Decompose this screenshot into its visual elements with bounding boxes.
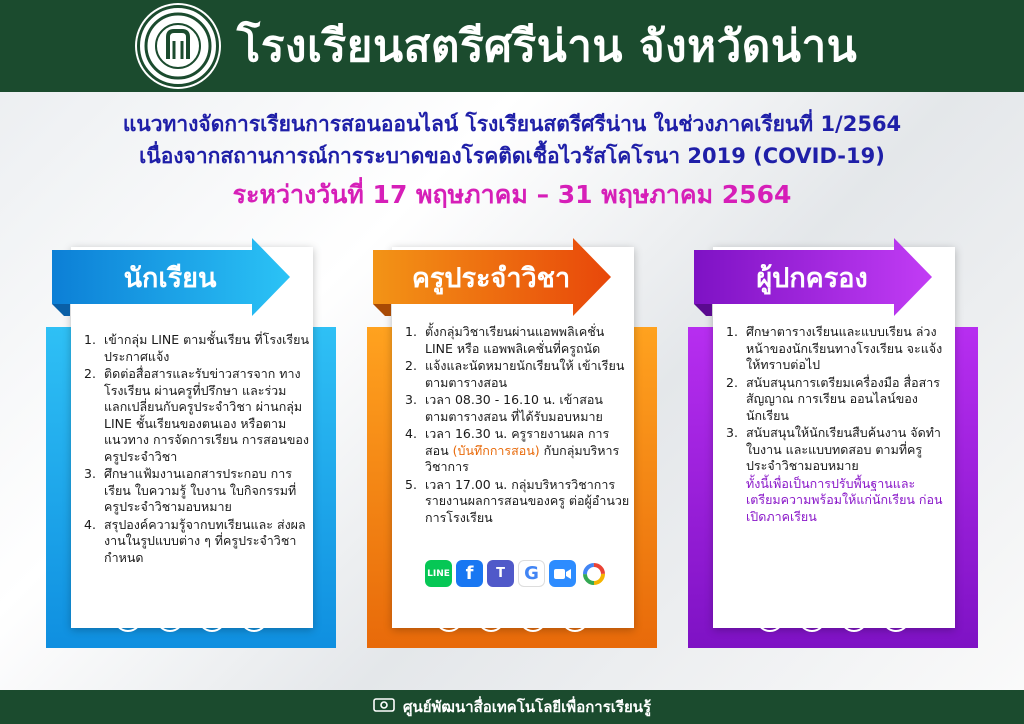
line-app-icon: LINE	[425, 560, 452, 587]
wifi-icon	[435, 604, 463, 632]
parents-heading: ผู้ปกครอง	[756, 262, 868, 294]
smartphone-icon	[156, 604, 184, 632]
list-item: 2. ติดต่อสื่อสารและรับข่าวสารจาก ทางโรงเรียน ผ่านครูที่ปรึกษา และร่วมแลกเปลี่ยนกับครูประจำวิชา ผ่านกลุ่ม LINE ชั้นเรียนของตนเอง หรือตามแนวทาง การจัดการเรียน การสอนของครูประจำวิชา	[84, 366, 309, 464]
teaching-record-highlight: (บันทึกการสอน)	[452, 442, 540, 458]
list-item: 2. สนับสนุนการเตรียมเครื่องมือ สื่อสาร สัญญาณ การเรียน ออนไลน์ของนักเรียน	[726, 374, 940, 423]
facebook-app-icon: f	[456, 560, 483, 587]
parents-icons-row	[688, 604, 978, 632]
teachers-icons-row	[367, 604, 657, 632]
list-item: 3. ศึกษาแฟ้มงานเอกสารประกอบ การเรียน ใบความรู้ ใบงาน ใบกิจกรรมที่ครูประจำวิชามอบหมาย	[84, 466, 297, 514]
media-center-icon	[373, 697, 395, 717]
pinwheel-app-icon	[580, 560, 607, 587]
students-icons-row	[46, 604, 336, 632]
teachers-card	[367, 232, 657, 648]
parents-ribbon-arrow	[694, 238, 974, 316]
google-app-icon: G	[518, 560, 545, 587]
list-item: 1. ตั้งกลุ่มวิชาเรียนผ่านแอพพลิเคชั่น LINE หรือ แอพพลิเคชั่นที่ครูถนัด	[405, 324, 605, 356]
date-range-title: ระหว่างวันที่ 17 พฤษภาคม – 31 พฤษภาคม 2564	[232, 180, 792, 209]
list-item: 4. เวลา 16.30 น. ครูรายงานผล การสอน (บันทึกการสอน) กับกลุ่มบริหารวิชาการ	[405, 426, 620, 474]
list-item: 4. สรุปองค์ความรู้จากบทเรียนและ ส่งผลงานในรูปแบบต่าง ๆ ที่ครูประจำวิชากำหนด	[84, 516, 306, 565]
teams-app-icon: T	[487, 560, 514, 587]
app-icons-row	[425, 560, 607, 587]
students-list	[84, 332, 309, 567]
parents-note: ทั้งนี้เพื่อเป็นการปรับพื้นฐานและ เตรียมความพร้อมให้แก่นักเรียน ก่อนเปิดภาคเรียน	[746, 475, 943, 524]
list-item: 1. เข้ากลุ่ม LINE ตามชั้นเรียน ที่โรงเรียนประกาศแจ้ง	[84, 332, 310, 364]
wifi-icon	[756, 604, 784, 632]
footer-bar	[0, 690, 1024, 724]
globe-icon	[561, 604, 589, 632]
home-icon	[840, 604, 868, 632]
teachers-ribbon-arrow	[373, 238, 653, 316]
smartphone-icon	[477, 604, 505, 632]
smartphone-icon	[798, 604, 826, 632]
teachers-list	[405, 324, 630, 527]
home-icon	[198, 604, 226, 632]
parents-card	[688, 232, 978, 648]
school-seal-logo	[137, 5, 219, 87]
globe-icon	[240, 604, 268, 632]
list-item: 2. แจ้งและนัดหมายนักเรียนให้ เข้าเรียนตามตารางสอน	[405, 358, 625, 390]
globe-icon	[882, 604, 910, 632]
list-item: 3. สนับสนุนให้นักเรียนสืบค้นงาน จัดทำใบงาน และแบบทดสอบ ตามที่ครูประจำวิชามอบหมาย	[726, 425, 941, 473]
list-item: 3. เวลา 08.30 - 16.10 น. เข้าสอน ตามตารางสอน ที่ได้รับมอบหมาย	[405, 392, 603, 424]
wifi-icon	[114, 604, 142, 632]
home-icon	[519, 604, 547, 632]
header-bar	[0, 0, 1024, 92]
list-item: 1. ศึกษาตารางเรียนและแบบเรียน ล่วงหน้าของนักเรียนทางโรงเรียน จะแจ้งให้ทราบต่อไป	[726, 324, 943, 372]
students-card	[46, 232, 336, 648]
guideline-title-line2: เนื่องจากสถานการณ์การระบาดของโรคติดเชื้อไวรัสโคโรนา 2019 (COVID-19)	[139, 144, 885, 168]
footer-text: ศูนย์พัฒนาสื่อเทคโนโลยีเพื่อการเรียนรู้	[402, 698, 652, 716]
students-ribbon-arrow	[52, 238, 332, 316]
parents-list	[726, 324, 951, 526]
school-name-title: โรงเรียนสตรีศรีน่าน จังหวัดน่าน	[236, 21, 858, 72]
teachers-heading: ครูประจำวิชา	[411, 262, 571, 294]
list-item: 5. เวลา 17.00 น. กลุ่มบริหารวิชาการ รายงานผลการสอนของครู ต่อผู้อำนวยการโรงเรียน	[405, 476, 630, 525]
students-heading: นักเรียน	[123, 262, 217, 294]
guideline-title-line1: แนวทางจัดการเรียนการสอนออนไลน์ โรงเรียนสตรีศรีน่าน ในช่วงภาคเรียนที่ 1/2564	[122, 112, 902, 136]
zoom-app-icon	[549, 560, 576, 587]
